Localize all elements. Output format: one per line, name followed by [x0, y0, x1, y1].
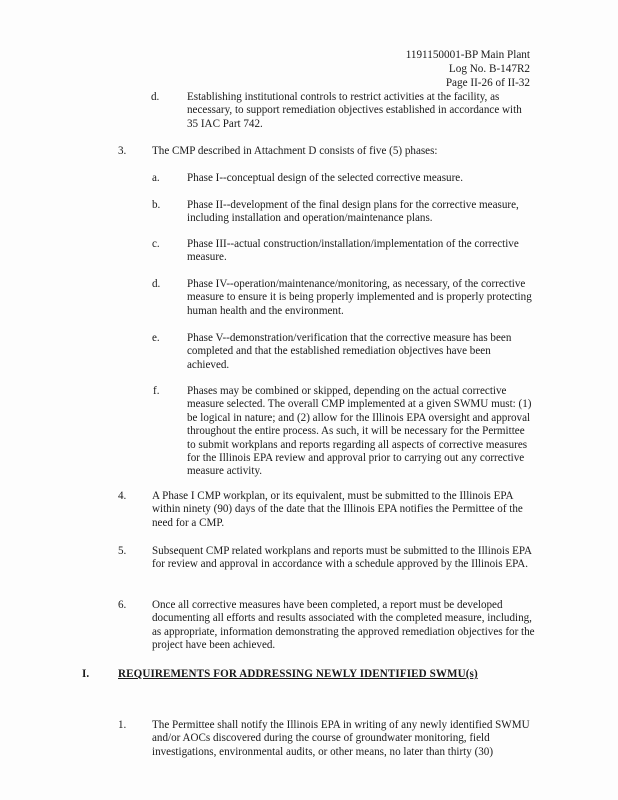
- header-log-number: Log No. B-147R2: [448, 63, 530, 75]
- paragraph-phase-1: Phase I--conceptual design of the selected corrective measure.: [187, 172, 463, 184]
- paragraph-item-4-phase1-workplan: A Phase I CMP workplan, or its equivalent, must be submitted to the Illinois EPA within ninety (90) days of the date that the Illinois EPA notifies the Permittee of the need for a CMP.: [152, 490, 523, 529]
- page-header: [406, 48, 530, 90]
- list-marker: d.: [152, 278, 161, 290]
- list-marker: 3.: [118, 145, 127, 157]
- paragraph-phase-5: Phase V--demonstration/verification that the corrective measure has been completed and that the established remediation objectives have been achieved.: [187, 332, 512, 371]
- paragraph-phase-3: Phase III--actual construction/installation/implementation of the corrective measure.: [187, 238, 519, 264]
- list-marker: b.: [152, 199, 161, 211]
- list-marker: 5.: [118, 545, 127, 557]
- list-marker: 4.: [118, 490, 127, 502]
- list-marker: 1.: [118, 719, 127, 731]
- header-page-number: Page II-26 of II-32: [445, 77, 530, 89]
- list-marker: a.: [152, 172, 160, 184]
- list-marker: c.: [152, 238, 160, 250]
- section-marker: I.: [82, 668, 90, 680]
- paragraph-item-3-cmp-phases: The CMP described in Attachment D consists of five (5) phases:: [152, 145, 438, 157]
- list-marker: 6.: [118, 599, 127, 611]
- paragraph-phase-combining: Phases may be combined or skipped, depending on the actual corrective measure selected. The overall CMP implemented at a given SWMU must: (1) be logical in nature; and (2) allow for the Illinois EPA oversight and approval throughout the entire process. As such, it will be necessary for the Permittee to submit workplans and reports regarding all aspects of corrective measures for the Illinois EPA review and approval prior to carrying out any corrective measure activity.: [187, 385, 532, 478]
- list-marker: f.: [153, 385, 160, 397]
- paragraph-phase-4: Phase IV--operation/maintenance/monitoring, as necessary, of the corrective measure to ensure it is being properly implemented and is properly protecting human health and the environment.: [187, 278, 532, 317]
- paragraph-item-5-subsequent-workplans: Subsequent CMP related workplans and reports must be submitted to the Illinois EPA for review and approval in accordance with a schedule approved by the Illinois EPA.: [152, 545, 532, 571]
- list-marker: e.: [152, 332, 160, 344]
- paragraph-item-d-institutional-controls: Establishing institutional controls to restrict activities at the facility, as necessary, to support remediation objectives established in accordance with 35 IAC Part 742.: [187, 91, 522, 130]
- paragraph-item-6-final-report: Once all corrective measures have been completed, a report must be developed documenting all efforts and results associated with the completed measure, including, as appropriate, information demonstrating the approved remediation objectives for the project have been achieved.: [152, 599, 535, 652]
- paragraph-phase-2: Phase II--development of the final design plans for the corrective measure, including installation and operation/maintenance plans.: [187, 199, 519, 225]
- paragraph-item-1-notify-new-swmu: The Permittee shall notify the Illinois EPA in writing of any newly identified SWMU and/or AOCs discovered during the course of groundwater monitoring, field investigations, environmental audits, or other means, no later than thirty (30): [152, 719, 530, 758]
- header-facility-id: 1191150001-BP Main Plant: [405, 49, 530, 61]
- section-heading-new-swmu: REQUIREMENTS FOR ADDRESSING NEWLY IDENTIFIED SWMU(s): [118, 668, 478, 680]
- list-marker: d.: [151, 91, 160, 103]
